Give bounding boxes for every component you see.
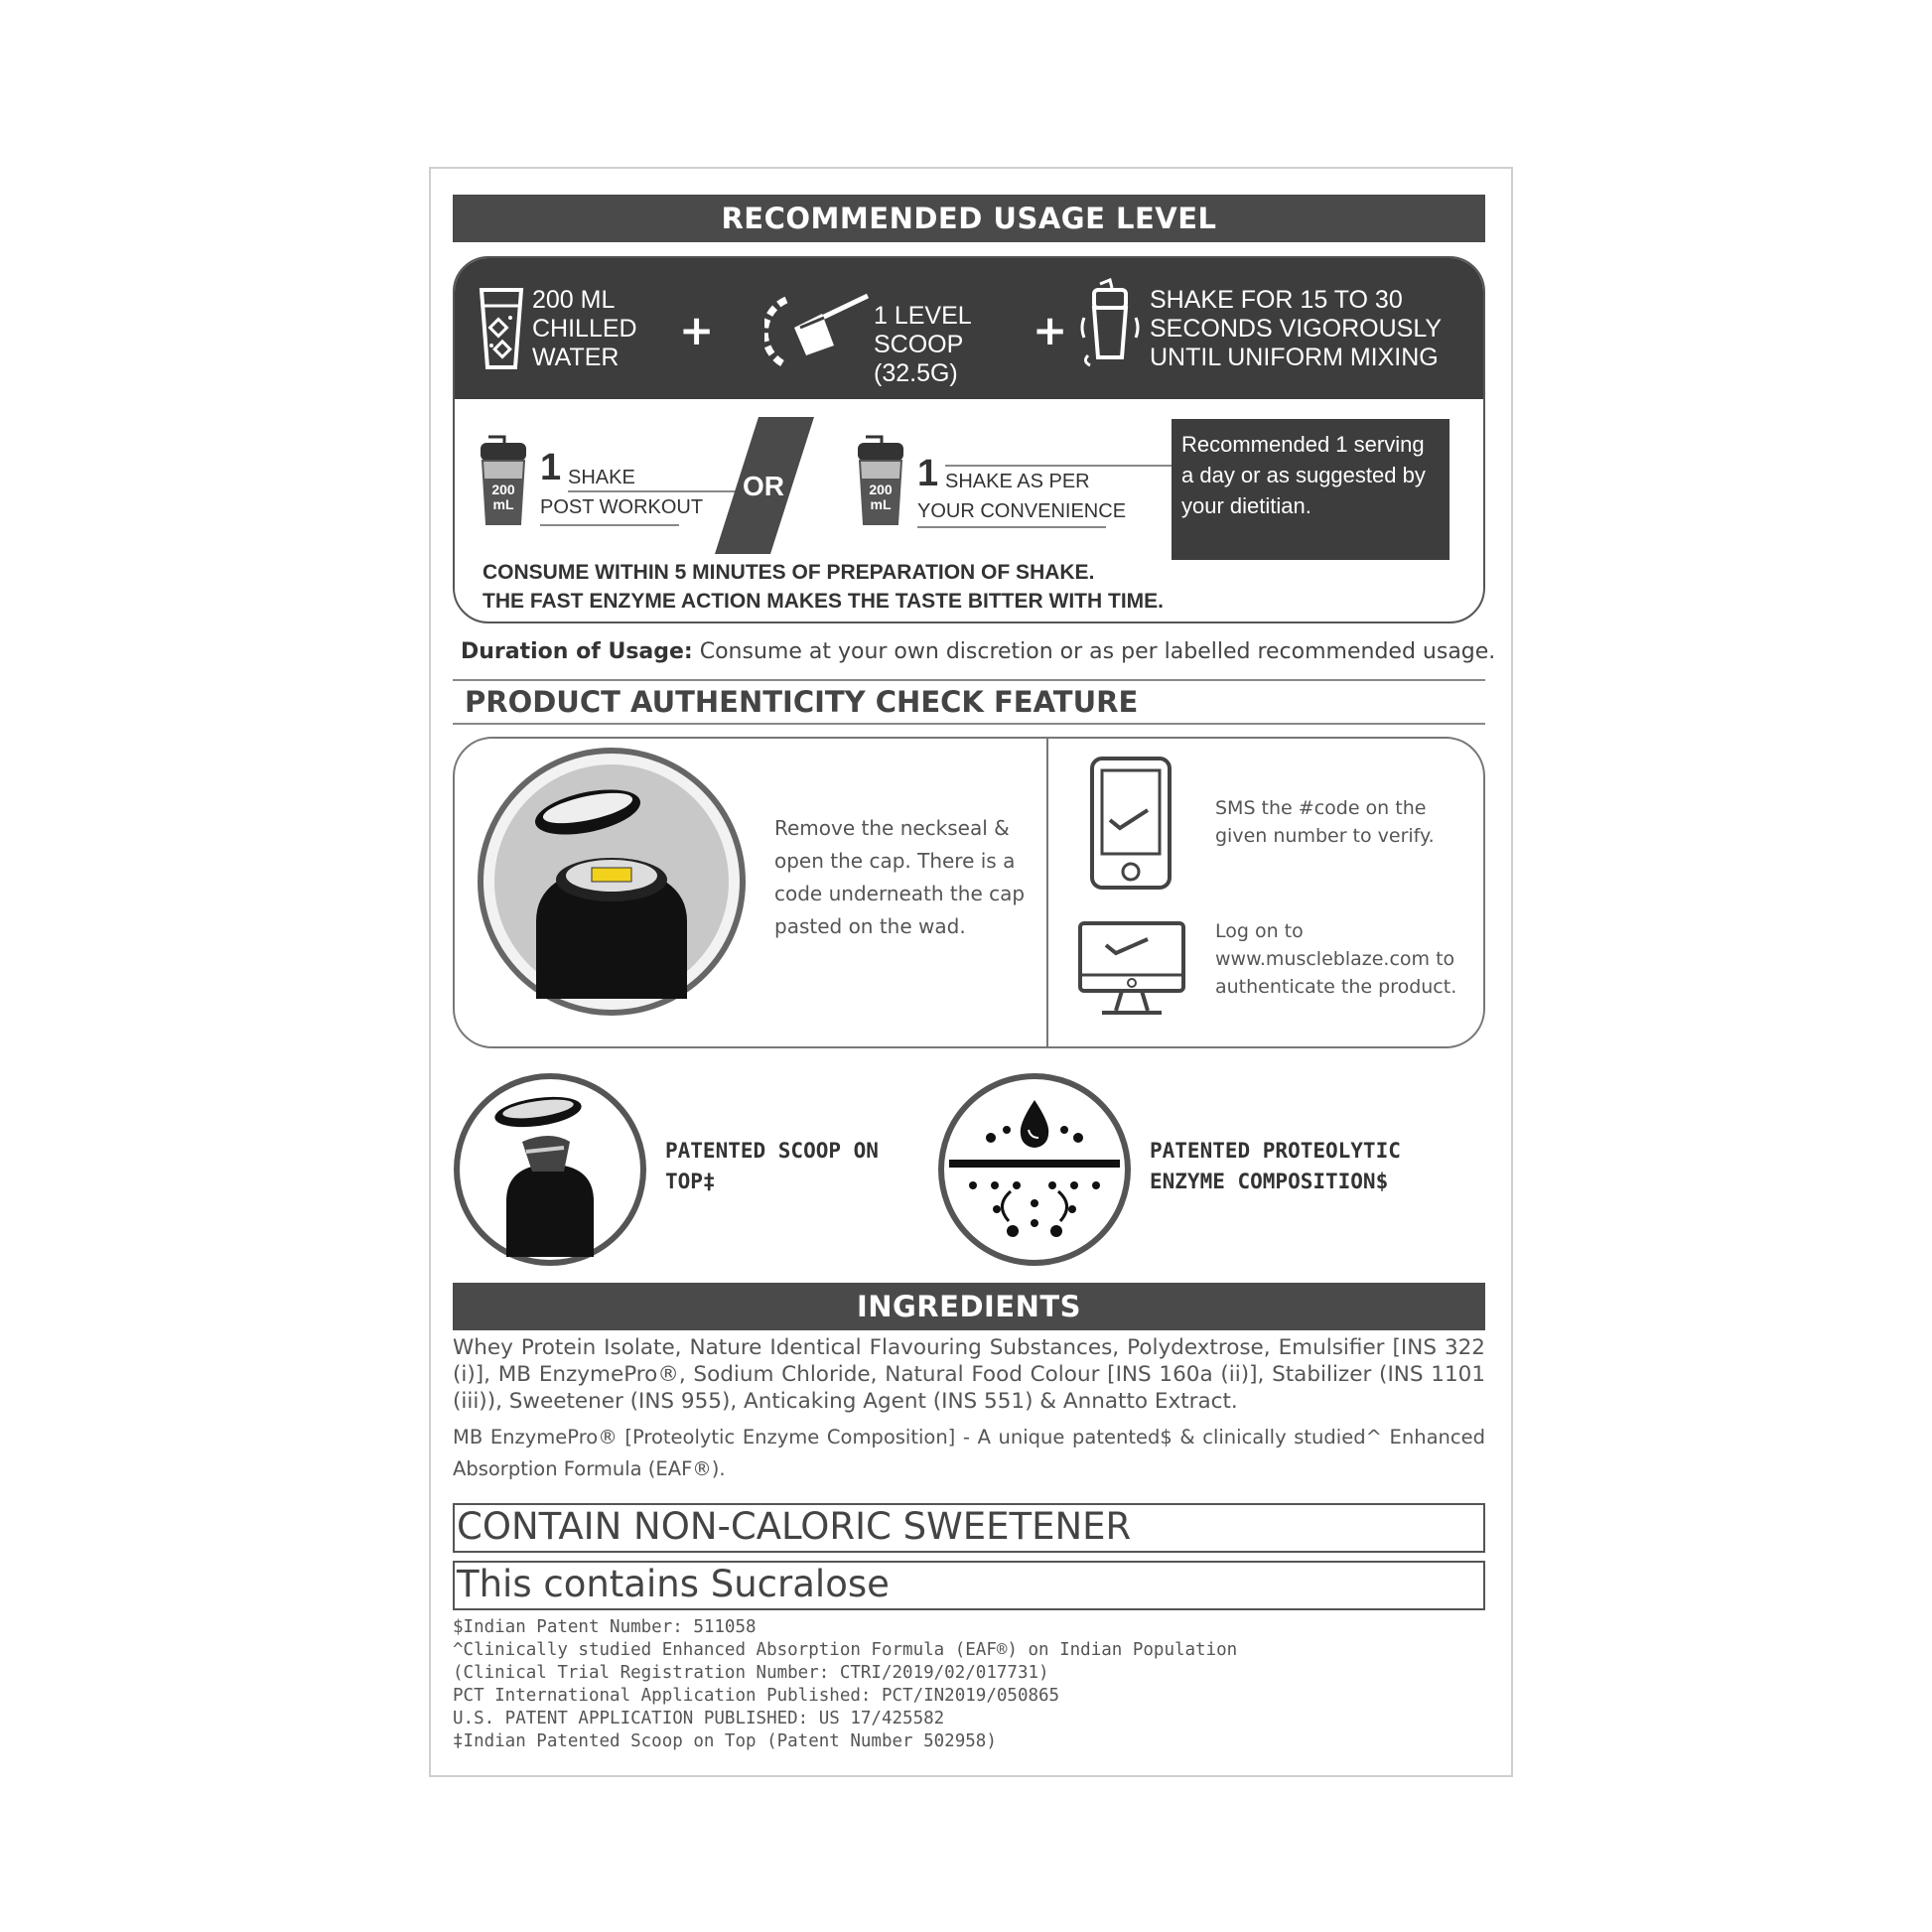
option2-line1: SHAKE AS PER <box>945 471 1090 492</box>
option1-underline <box>540 524 679 526</box>
ingredients-title-bar <box>453 1283 1485 1330</box>
duration-text: Consume at your own discretion or as per labelled recommended usage. <box>699 639 1496 664</box>
duration-of-usage <box>461 639 1495 664</box>
water-step-text: 200 ML CHILLED WATER <box>532 286 637 371</box>
footnote: ^Clinically studied Enhanced Absorption Formula (EAF®) on Indian Population <box>453 1640 1238 1660</box>
monitor-icon <box>1076 919 1187 1017</box>
plus-icon: + <box>1033 306 1068 354</box>
serving-note: Recommended 1 serving a day or as suggested by your dietitian. <box>1172 419 1449 560</box>
ingredients-list: Whey Protein Isolate, Nature Identical Flavouring Substances, Polydextrose, Emulsifier [INS 322 (i)], MB EnzymePro®, Sodium Chloride, Natural Food Colour [INS 160a (ii)], Stabilizer (INS 1101 (iii)), Sweetener (INS 955), Anticaking Agent (INS 551) & Annatto Extract. <box>453 1335 1485 1414</box>
patented-enzyme-feature: PATENTED PROTEOLYTIC ENZYME COMPOSITION$ <box>1150 1139 1401 1193</box>
option2-count: 1 <box>917 453 939 494</box>
phone-icon <box>1088 755 1173 892</box>
usage-title: RECOMMENDED USAGE LEVEL <box>721 202 1217 235</box>
footnote: U.S. PATENT APPLICATION PUBLISHED: US 17/425582 <box>453 1709 945 1728</box>
shake-step-text: SHAKE FOR 15 TO 30 SECONDS VIGOROUSLY UNTIL UNIFORM MIXING <box>1150 286 1443 371</box>
bottle-cap-image <box>477 747 747 1017</box>
web-instructions: Log on to www.muscleblaze.com to authenticate the product. <box>1215 920 1457 998</box>
enzyme-note: MB EnzymePro® [Proteolytic Enzyme Composition] - A unique patented$ & clinically studied^ Enhanced Absorption Formula (EAF®). <box>453 1426 1485 1480</box>
scoop-step-text: 1 LEVEL SCOOP (32.5G) <box>874 302 972 387</box>
option1-count: 1 <box>540 447 562 488</box>
ingredients-title: INGREDIENTS <box>856 1290 1082 1323</box>
option1-line1: SHAKE <box>568 467 635 488</box>
divider <box>453 723 1485 725</box>
footnote: PCT International Application Published: PCT/IN2019/050865 <box>453 1686 1060 1706</box>
patented-scoop-feature: PATENTED SCOOP ON TOP‡ <box>665 1139 879 1193</box>
sms-instructions: SMS the #code on the given number to verify. <box>1215 797 1435 847</box>
footnote: $Indian Patent Number: 511058 <box>453 1617 757 1637</box>
footnotes <box>453 1616 1485 1753</box>
option2-underline <box>917 526 1106 528</box>
cap-instructions: Remove the neckseal & open the cap. There is a code underneath the cap pasted on the wad. <box>774 816 1026 938</box>
option2-divider <box>945 465 1172 467</box>
shaker-volume-label: 200 mL <box>491 482 515 512</box>
option1-line2: POST WORKOUT <box>540 496 704 518</box>
shaker-bottle-icon <box>852 435 909 526</box>
shaker-bottle-icon <box>475 435 532 526</box>
footnote: ‡Indian Patented Scoop on Top (Patent Number 502958) <box>453 1731 997 1751</box>
plus-icon: + <box>679 306 715 354</box>
footnote: (Clinical Trial Registration Number: CTRI/2019/02/017731) <box>453 1663 1049 1683</box>
divider <box>453 679 1485 681</box>
consume-warning-line1: CONSUME WITHIN 5 MINUTES OF PREPARATION OF SHAKE. <box>483 561 1095 584</box>
enzyme-composition-icon <box>937 1072 1132 1267</box>
duration-label: Duration of Usage: <box>461 639 693 664</box>
option2-line2: YOUR CONVENIENCE <box>917 500 1127 522</box>
consume-warning-line2: THE FAST ENZYME ACTION MAKES THE TASTE BITTER WITH TIME. <box>483 590 1164 613</box>
scoop-on-top-image <box>453 1072 647 1267</box>
sweetener-warning: CONTAIN NON-CALORIC SWEETENER <box>453 1503 1485 1553</box>
usage-title-bar <box>453 195 1485 242</box>
authenticity-divider <box>1046 737 1048 1048</box>
scoop-icon <box>764 288 874 373</box>
shaker-icon <box>1080 278 1144 367</box>
sucralose-warning: This contains Sucralose <box>453 1561 1485 1610</box>
shaker-volume-label: 200 mL <box>869 482 893 512</box>
glass-icon <box>478 286 525 371</box>
or-label: OR <box>743 471 784 501</box>
authenticity-title: PRODUCT AUTHENTICITY CHECK FEATURE <box>465 685 1139 719</box>
